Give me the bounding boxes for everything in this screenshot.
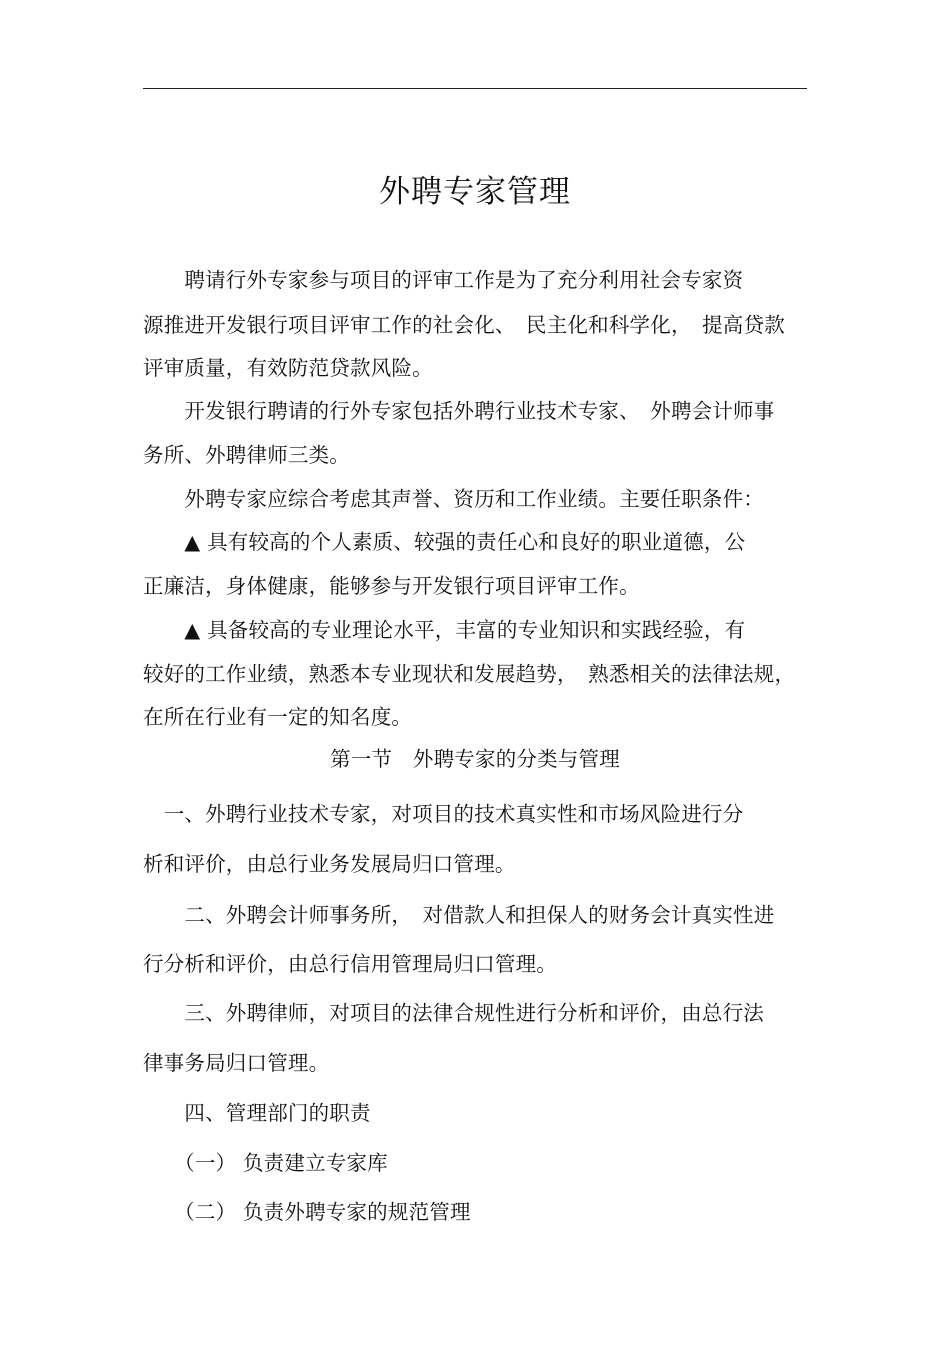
paragraph-line: 开发银行聘请的行外专家包括外聘行业技术专家、 外聘会计师事 [143, 399, 775, 423]
paragraph-line: 一、外聘行业技术专家，对项目的技术真实性和市场风险进行分 [143, 802, 744, 826]
paragraph-line: 评审质量，有效防范贷款风险。 [143, 356, 433, 380]
list-item: （二） 负责外聘专家的规范管理 [143, 1200, 471, 1224]
paragraph-line: 聘请行外专家参与项目的评审工作是为了充分利用社会专家资 [143, 268, 744, 292]
bullet-line: ▲ 具有较高的个人素质、较强的责任心和良好的职业道德，公 [143, 530, 746, 554]
paragraph-line: 行分析和评价，由总行信用管理局归口管理。 [143, 952, 557, 976]
paragraph-line: 析和评价，由总行业务发展局归口管理。 [143, 852, 516, 876]
paragraph-line: 外聘专家应综合考虑其声誉、资历和工作业绩。主要任职条件： [143, 487, 764, 511]
paragraph-line: 四、管理部门的职责 [143, 1101, 371, 1125]
paragraph-line: 律事务局归口管理。 [143, 1051, 330, 1075]
document-title: 外聘专家管理 [379, 174, 571, 210]
bullet-line: ▲ 具备较高的专业理论水平，丰富的专业知识和实践经验，有 [143, 618, 746, 642]
paragraph-line: 源推进开发银行项目评审工作的社会化、 民主化和科学化， 提高贷款 [143, 313, 785, 337]
paragraph-line: 三、外聘律师，对项目的法律合规性进行分析和评价，由总行法 [143, 1001, 764, 1025]
list-item: （一） 负责建立专家库 [143, 1151, 388, 1175]
header-rule [143, 88, 807, 89]
section-heading: 第一节 外聘专家的分类与管理 [330, 747, 620, 771]
paragraph-line: 二、外聘会计师事务所， 对借款人和担保人的财务会计真实性进 [143, 903, 775, 927]
paragraph-line: 在所在行业有一定的知名度。 [143, 705, 413, 729]
paragraph-line: 务所、外聘律师三类。 [143, 443, 350, 467]
paragraph-line: 正廉洁，身体健康，能够参与开发银行项目评审工作。 [143, 574, 640, 598]
paragraph-line: 较好的工作业绩，熟悉本专业现状和发展趋势， 熟悉相关的法律法规， [143, 662, 796, 686]
